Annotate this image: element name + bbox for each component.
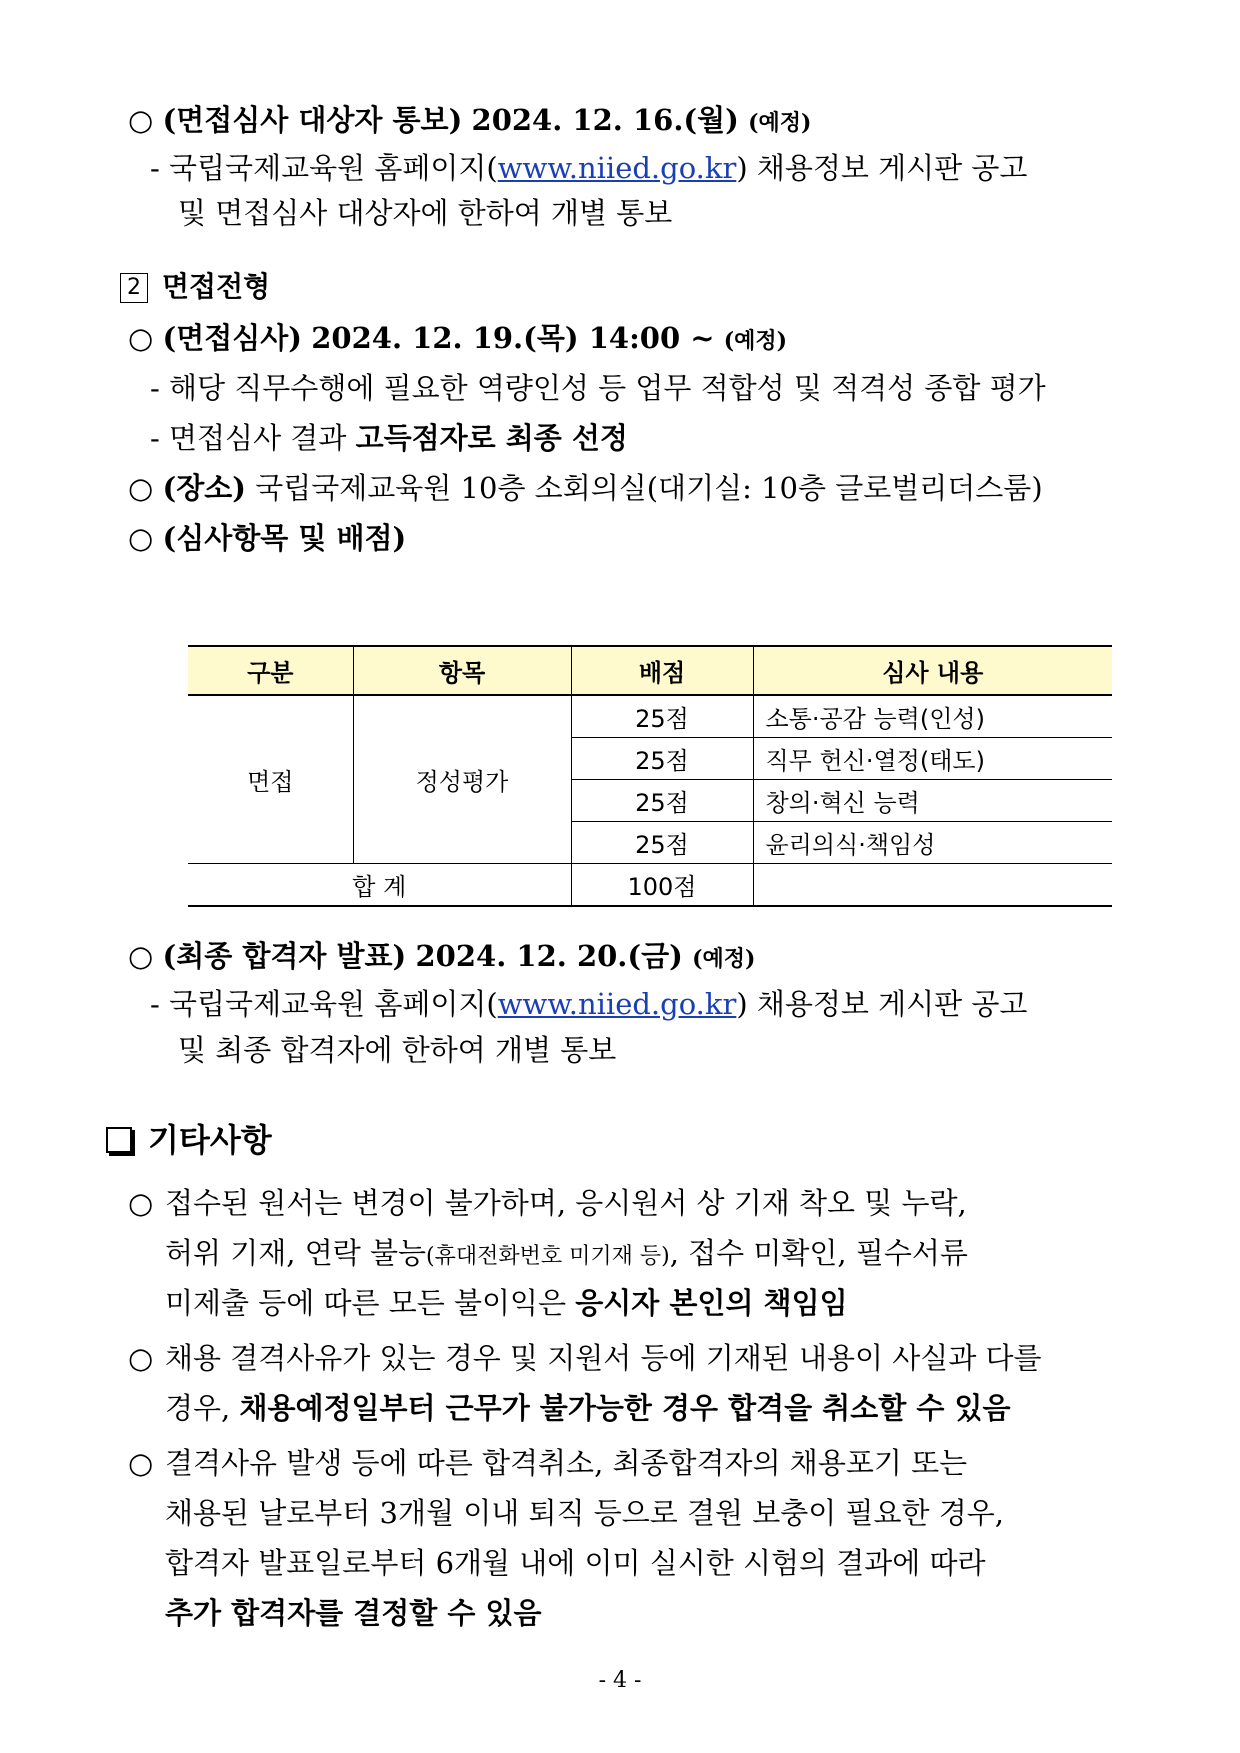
page-number: - 4 - (598, 1668, 642, 1693)
interview-sub1: - 해당 직무수행에 필요한 역량인성 등 업무 적합성 및 적격성 종합 평가 (150, 371, 1046, 405)
niied-link[interactable]: www.niied.go.kr (497, 987, 737, 1021)
misc-p2-l2: 경우, 채용예정일부터 근무가 불가능한 경우 합격을 취소할 수 있음 (165, 1391, 1011, 1425)
table-header-row (188, 646, 1112, 695)
section-number-box: 2 (120, 273, 148, 303)
header-content: 심사 내용 (753, 646, 1112, 695)
notice-tag: (예정) (748, 110, 812, 136)
notice-heading (128, 100, 811, 143)
misc-p1-l3: 미제출 등에 따른 모든 불이익은 응시자 본인의 책임임 (165, 1286, 848, 1320)
total-label: 합 계 (188, 864, 571, 907)
table-row: 25점 직무 헌신·열정(태도) (188, 738, 1112, 780)
final-line1: - 국립국제교육원 홈페이지(www.niied.go.kr) 채용정보 게시판 공고 (150, 987, 1028, 1021)
notice-date: 2024. 12. 16.(월) (471, 103, 739, 137)
header-category: 구분 (188, 646, 353, 695)
score-table (188, 645, 1112, 907)
interview-heading: ○ (면접심사) 2024. 12. 19.(목) 14:00 ~ (예정) (128, 321, 788, 355)
header-score: 배점 (571, 646, 753, 695)
bullet: ○ (128, 103, 154, 137)
interview-section-title: 2 면접전형 (120, 266, 270, 307)
header-item: 항목 (353, 646, 571, 695)
misc-p1-l1: 접수된 원서는 변경이 불가하며, 응시원서 상 기재 착오 및 누락, (165, 1186, 967, 1220)
bullet: ○ (128, 1186, 154, 1220)
bullet: ○ (128, 1446, 154, 1480)
final-line2: 및 최종 합격자에 한하여 개별 통보 (178, 1033, 617, 1067)
square-bullet-icon (106, 1127, 132, 1153)
misc-p3-l1: 결격사유 발생 등에 따른 합격취소, 최종합격자의 채용포기 또는 (165, 1446, 968, 1480)
table-row: 25점 윤리의식·책임성 (188, 822, 1112, 864)
notice-line2: 및 면접심사 대상자에 한하여 개별 통보 (178, 196, 673, 230)
table-row: 25점 창의·혁신 능력 (188, 780, 1112, 822)
interview-place: ○ (장소) 국립국제교육원 10층 소회의실(대기실: 10층 글로벌리더스룸) (128, 471, 1043, 505)
group-cell: 면접 (188, 695, 353, 864)
misc-p1-l2: 허위 기재, 연락 불능(휴대전화번호 미기재 등), 접수 미확인, 필수서류 (165, 1236, 968, 1270)
bullet: ○ (128, 1341, 154, 1375)
notice-label: (면접심사 대상자 통보) (162, 103, 463, 137)
notice-line1: - 국립국제교육원 홈페이지(www.niied.go.kr) 채용정보 게시판 공고 (150, 151, 1028, 185)
misc-p3-l3: 합격자 발표일로부터 6개월 내에 이미 실시한 시험의 결과에 따라 (165, 1546, 986, 1580)
misc-p2-l1: 채용 결격사유가 있는 경우 및 지원서 등에 기재된 내용이 사실과 다를 (165, 1341, 1042, 1375)
table-row: 면접 정성평가 25점 소통·공감 능력(인성) (188, 695, 1112, 738)
final-heading: ○ (최종 합격자 발표) 2024. 12. 20.(금) (예정) (128, 939, 756, 973)
niied-link[interactable]: www.niied.go.kr (497, 151, 737, 185)
interview-sub2: - 면접심사 결과 고득점자로 최종 선정 (150, 421, 628, 455)
total-score: 100점 (571, 864, 753, 907)
misc-p3-l2: 채용된 날로부터 3개월 이내 퇴직 등으로 결원 보충이 필요한 경우, (165, 1496, 1004, 1530)
misc-p3-l4: 추가 합격자를 결정할 수 있음 (165, 1596, 542, 1630)
misc-title: 기타사항 (106, 1120, 272, 1160)
item-cell: 정성평가 (353, 695, 571, 864)
table-total-row (188, 864, 1112, 907)
interview-items: ○ (심사항목 및 배점) (128, 521, 407, 555)
